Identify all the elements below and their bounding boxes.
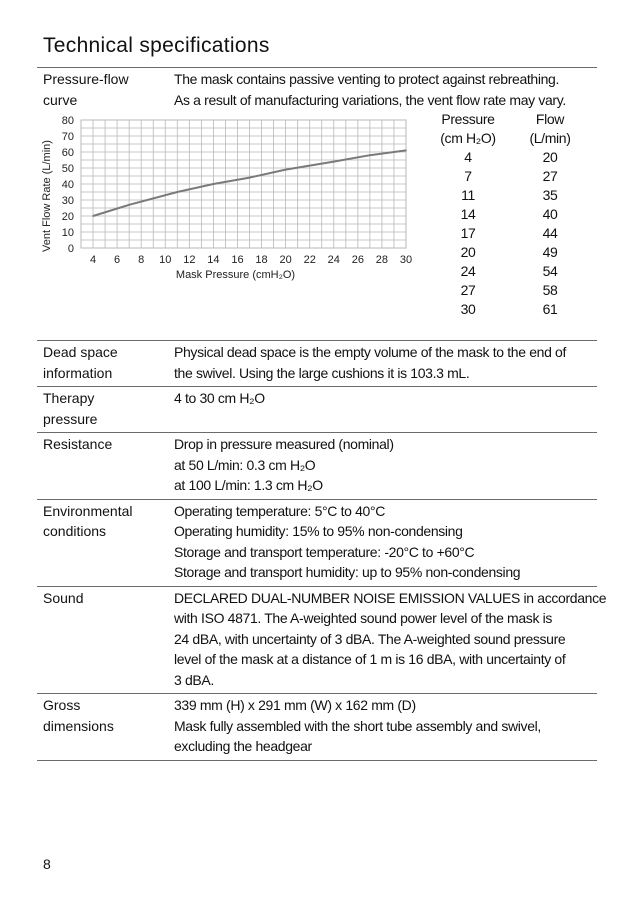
x-tick-label: 20: [279, 254, 292, 266]
value-line: level of the mask at a distance of 1 m is 16 dBA, with uncertainty of: [174, 651, 566, 667]
value-line: Mask fully assembled with the short tube assembly and swivel,: [174, 717, 541, 734]
pressure-value: 17: [460, 225, 476, 241]
specifications-table: [37, 67, 607, 761]
sound-row: [37, 587, 607, 695]
environmental-row: [37, 500, 597, 587]
x-tick-label: 26: [351, 254, 364, 266]
label-line: Pressure-flow: [43, 71, 129, 87]
y-tick-label: 80: [61, 115, 74, 127]
label-line: Gross: [43, 697, 81, 713]
description-line: The mask contains passive venting to protect against rebreathing.: [174, 71, 560, 87]
value-line: Operating humidity: 15% to 95% non-condensing: [174, 523, 463, 539]
dead-space-value: [174, 342, 597, 383]
therapy-pressure-value: [174, 388, 597, 429]
value-line: at 50 L/min: 0.3 cm H₂O: [174, 456, 316, 473]
environmental-label: [37, 501, 174, 583]
data-point: [333, 161, 335, 163]
flow-unit: (L/min): [529, 130, 571, 146]
value-line: at 100 L/min: 1.3 cm H₂O: [174, 477, 323, 493]
gross-dimensions-row: [37, 694, 597, 761]
x-tick-label: 12: [183, 254, 196, 266]
pressure-column: [432, 110, 504, 319]
value-line: 3 dBA.: [174, 671, 214, 688]
gross-dimensions-label: [37, 695, 174, 757]
data-point: [285, 169, 287, 171]
chart-svg: [37, 112, 417, 292]
therapy-pressure-label: [37, 388, 174, 429]
flow-value: 40: [542, 206, 558, 222]
pressure-header: Pressure: [441, 111, 495, 127]
x-axis-label: Mask Pressure (cmH₂O): [175, 269, 296, 281]
value-line: 24 dBA, with uncertainty of 3 dBA. The A-weighted sound pressure: [174, 630, 566, 647]
x-tick-label: 16: [231, 254, 244, 266]
therapy-pressure-row: [37, 387, 597, 433]
label-line: Resistance: [43, 436, 113, 452]
x-tick-label: 22: [303, 254, 316, 266]
y-tick-label: 30: [61, 195, 74, 207]
value-line: Physical dead space is the empty volume of the mask to the end of: [174, 344, 567, 360]
label-line: information: [43, 364, 113, 381]
x-tick-label: 14: [207, 254, 220, 266]
pressure-value: 4: [464, 149, 472, 165]
data-point: [176, 191, 178, 193]
pressure-value: 11: [461, 187, 475, 203]
y-axis-label: Vent Flow Rate (L/min): [41, 140, 53, 252]
value-line: the swivel. Using the large cushions it is 103.3 mL.: [174, 364, 470, 381]
value-line: 4 to 30 cm H₂O: [174, 390, 265, 406]
y-tick-label: 60: [61, 147, 74, 159]
x-tick-label: 30: [399, 254, 413, 266]
label-line: conditions: [43, 523, 107, 539]
data-point: [213, 183, 215, 185]
value-line: 339 mm (H) x 291 mm (W) x 162 mm (D): [174, 697, 416, 713]
pressure-value: 7: [464, 168, 472, 184]
x-tick-label: 4: [89, 254, 97, 266]
label-line: Environmental: [43, 502, 133, 519]
x-tick-label: 18: [255, 254, 268, 266]
dead-space-row: [37, 341, 597, 387]
pressure-value: 20: [460, 244, 476, 260]
pressure-value: 27: [460, 282, 476, 298]
value-line: DECLARED DUAL-NUMBER NOISE EMISSION VALUES in accordance: [174, 589, 607, 606]
label-line: Sound: [43, 589, 84, 606]
flow-value: 54: [542, 263, 558, 279]
gross-dimensions-value: [174, 695, 597, 757]
label-line: Therapy: [43, 390, 95, 406]
data-point: [405, 150, 407, 152]
pressure-flow-chart: [37, 112, 417, 292]
pressure-value: 30: [460, 301, 476, 317]
pressure-flow-description: [174, 69, 566, 110]
x-tick-label: 28: [375, 254, 389, 266]
flow-value: 35: [542, 187, 558, 203]
environmental-value: [174, 501, 597, 583]
y-tick-label: 0: [67, 243, 74, 255]
flow-value: 58: [542, 282, 558, 298]
y-tick-label: 40: [61, 179, 74, 191]
y-tick-label: 70: [61, 131, 74, 143]
pressure-unit: (cm H₂O): [440, 130, 496, 146]
flow-value: 44: [542, 225, 558, 241]
data-point: [128, 204, 130, 206]
pressure-value: 24: [460, 263, 476, 279]
page-title: Technical specifications: [43, 34, 270, 57]
value-line: Storage and transport temperature: -20°C to +60°C: [174, 543, 475, 560]
sound-label: [37, 588, 174, 691]
y-tick-label: 10: [61, 227, 74, 239]
pressure-value: 14: [460, 206, 476, 222]
label-line: curve: [43, 91, 78, 108]
data-point: [92, 215, 94, 217]
y-tick-label: 50: [61, 163, 74, 175]
label-line: pressure: [43, 410, 98, 427]
flow-value: 20: [542, 149, 558, 165]
flow-value: 27: [542, 168, 558, 184]
pressure-flow-row: [37, 68, 597, 341]
resistance-label: [37, 434, 174, 496]
value-line: with ISO 4871. The A-weighted sound power level of the mask is: [174, 610, 553, 626]
x-tick-label: 6: [114, 254, 121, 266]
value-line: excluding the headgear: [174, 738, 312, 754]
resistance-value: [174, 434, 597, 496]
data-point: [369, 154, 371, 156]
value-line: Drop in pressure measured (nominal): [174, 436, 394, 452]
description-line: As a result of manufacturing variations, the vent flow rate may vary.: [174, 91, 566, 108]
sound-value: [174, 588, 606, 691]
value-line: Operating temperature: 5°C to 40°C: [174, 502, 385, 519]
y-tick-label: 20: [61, 211, 74, 223]
x-tick-label: 10: [159, 254, 172, 266]
data-point: [249, 177, 251, 179]
flow-value: 49: [542, 244, 558, 260]
value-line: Storage and transport humidity: up to 95% non-condensing: [174, 564, 521, 580]
label-line: dimensions: [43, 717, 114, 734]
x-tick-label: 8: [138, 254, 145, 266]
x-tick-label: 24: [327, 254, 340, 266]
flow-header: Flow: [535, 111, 565, 127]
label-line: Dead space: [43, 344, 118, 360]
flow-column: [520, 110, 580, 319]
dead-space-label: [37, 342, 174, 383]
page-number: 8: [43, 856, 51, 872]
flow-value: 61: [542, 301, 558, 317]
resistance-row: [37, 433, 597, 500]
